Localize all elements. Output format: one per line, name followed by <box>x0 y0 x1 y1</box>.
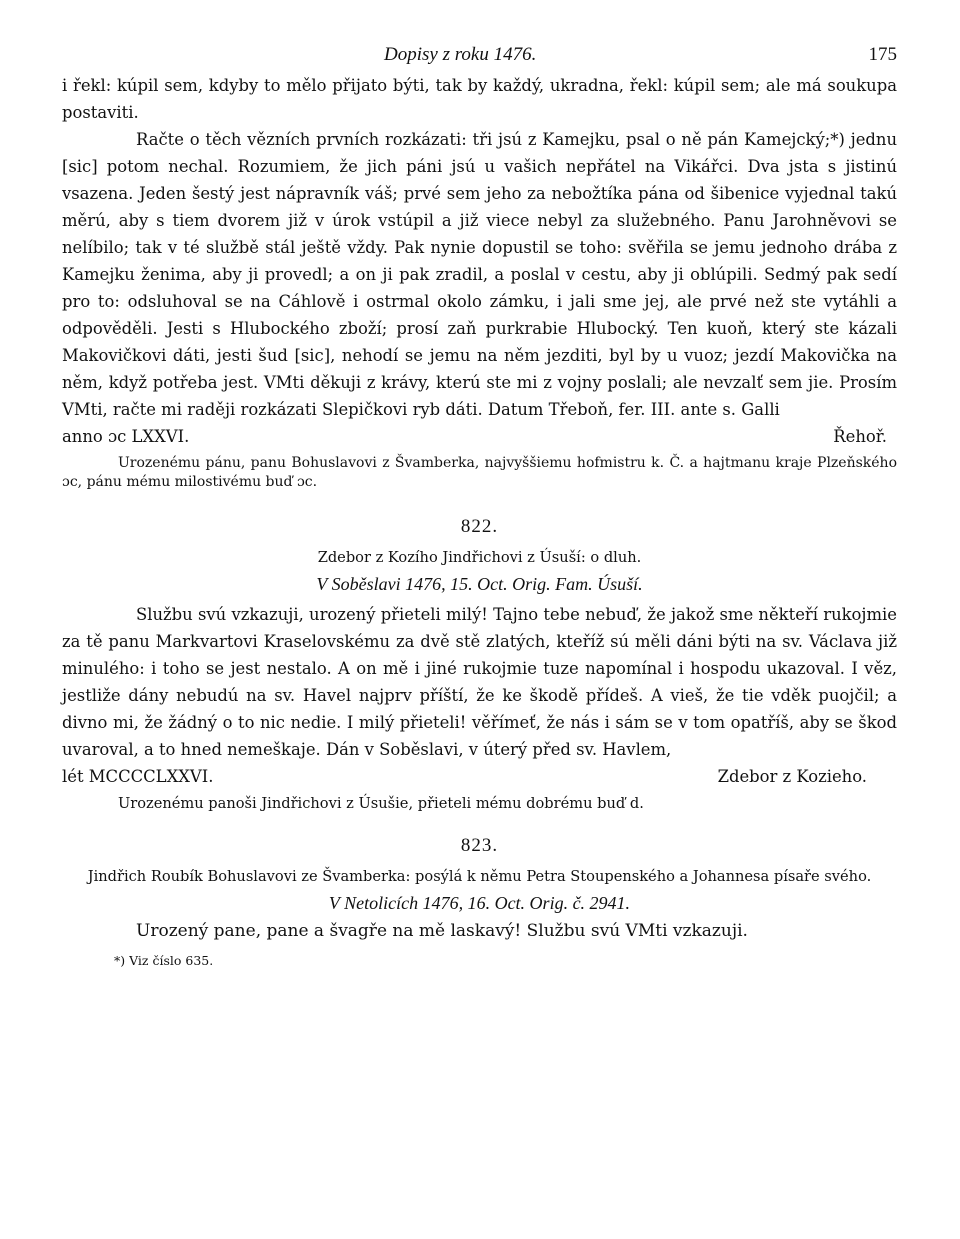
page-number: 175 <box>868 44 897 65</box>
letter-822-paragraph: Službu svú vzkazuji, urozený přieteli milý! Tajno tebe nebuď, že jakož sme někteří rukojmie za tě panu Markvartovi Kraselovskému za dvě stě zlatých, kteříž sú měli dáni býti na sv. Václava již minulého: i toho se jest nestalo. A on mě i jiné rukojmie tuze napomínal i hospodu ukazoval. I věz, jestliže dány nebudú na sv. Havel najprv příští, že ke škodě přídeš. A vieš, že tie vděk puojčil; a divno mi, že žádný o to nic nedie. I milý přieteli! věřímeť, že nás i sám se v tom opatříš, aby se škod uvaroval, a to hned nemeškaje. Dán v Soběslavi, v úterý před sv. Havlem, <box>62 605 897 759</box>
letter-822-address: Urozenému panoši Jindřichovi z Úsušie, přieteli mému dobrému buď d. <box>118 795 644 812</box>
letter-823-paragraph: Urozený pane, pane a švagře na mě laskavý! Službu svú VMti vzkazuji. <box>136 921 748 941</box>
running-head <box>62 44 897 72</box>
letter-823-regest: Jindřich Roubík Bohuslavovi ze Švamberka: posýlá k němu Petra Stoupenského a Johannesa písaře svého. <box>87 868 872 885</box>
letter-821-signature: Řehoř. <box>833 427 887 446</box>
letter-821-body <box>62 72 897 450</box>
letter-823-body <box>62 918 897 945</box>
document-page <box>62 44 897 968</box>
letter-822-signature: Zdebor z Kozieho. <box>717 767 867 786</box>
footnote: *) Viz číslo 635. <box>114 953 214 968</box>
running-title: Dopisy z roku 1476. <box>384 44 537 65</box>
letter-821-address: Urozenému pánu, panu Bohuslavovi z Švamberka, najvyššiemu hofmistru k. Č. a hajtmanu kraje Plzeňského ɔc, pánu mému milostivému buď ɔc. <box>62 455 897 490</box>
letter-822-dating: lét MCCCCLXXVI. <box>62 767 214 786</box>
letter-823-source: V Netolicích 1476, 16. Oct. Orig. č. 2941. <box>328 893 631 913</box>
letter-822-number: 822. <box>460 516 499 537</box>
letter-822-regest: Zdebor z Kozího Jindřichovi z Úsuší: o dluh. <box>317 549 642 566</box>
letter-821-paragraph: Račte o těch vězních prvních rozkázati: tři jsú z Kamejku, psal o ně pán Kamejcký;*) jednu [sic] potom nechal. Rozumiem, že jich páni jsú u vašich nepřátel na Vikářci. Dva jsta s jistinú vsazena. Jeden šestý jest nápravník váš; prvé sem jeho za nebožtíka pána od šibenice vyjednal takú měrú, aby s tiem dvorem již v úrok vstúpil a již viece nebyl za služebného. Panu Jarohněvovi se nelíbilo; tak v té službě stál ještě vždy. Pak nynie dopustil se toho: svěřila se jemu jednoho drába z Kamejku ženima, aby ji provedl; a on ji pak zradil, a poslal v cestu, aby ji oblúpili. Sedmý pak sedí pro to: odsluhoval se na Cáhlově i ostrmal okolo zámku, i jali sme jej, ale prvé než ste vytáhli a odpověděli. Jesti s Hlubockého zboží; prosí zaň purkrabie Hlubocký. Ten kuoň, který ste kázali Makovičkovi dáti, jesti šud [sic], nehodí se jemu na něm jezditi, byl by u vuoz; jezdí Makovička na něm, když potřeba jest. VMti děkuji z krávy, kterú ste mi z vojny poslali; ale nevzalť sem jie. Prosím VMti, račte mi raději rozkázati Slepičkovi ryb dáti. Datum Třeboň, fer. III. ante s. Galli <box>62 130 897 419</box>
letter-821-dating: anno ɔc LXXVI. <box>62 427 190 446</box>
letter-821-paragraph-continued: i řekl: kúpil sem, kdyby to mělo přijato býti, tak by každý, ukradna, řekl: kúpil sem; ale má soukupa postaviti. <box>62 76 897 122</box>
letter-822-body <box>62 601 897 790</box>
letter-823-number: 823. <box>460 835 499 856</box>
letter-821-closing <box>62 423 897 450</box>
letter-822-closing <box>62 763 897 790</box>
letter-822-source: V Soběslavi 1476, 15. Oct. Orig. Fam. Úsuší. <box>316 574 643 594</box>
